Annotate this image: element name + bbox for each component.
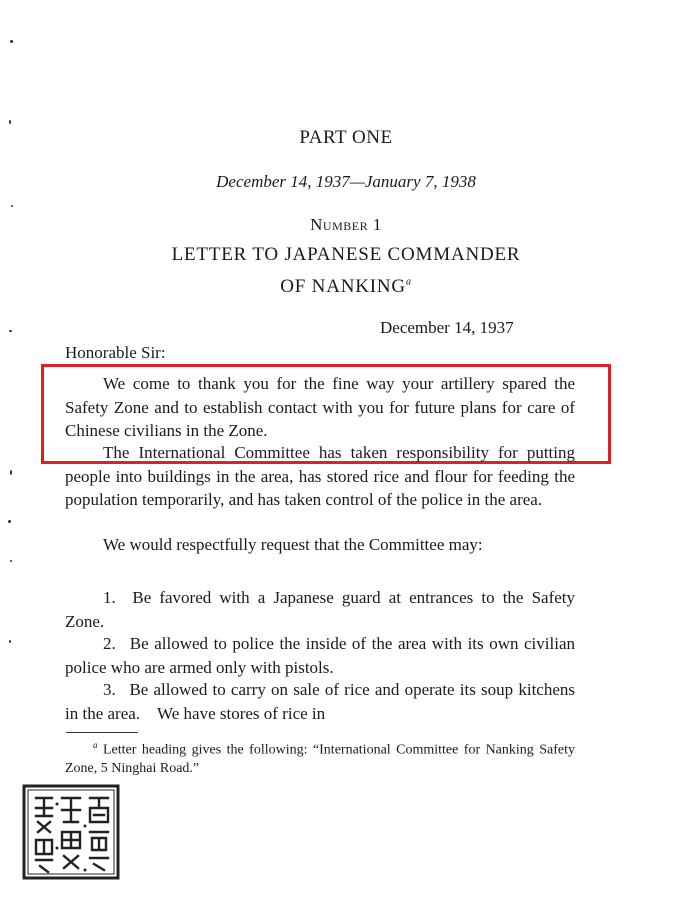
request-item-1: 1. Be favored with a Japanese guard at entrances to the Safety Zone. xyxy=(65,588,575,631)
number-heading xyxy=(0,215,692,235)
seal-stamp-icon xyxy=(22,782,122,882)
footnote xyxy=(65,736,575,778)
footnote-mark: a xyxy=(93,740,98,750)
letter-date: December 14, 1937 xyxy=(380,318,514,337)
title-footnote-mark: a xyxy=(405,276,412,288)
document-title-line2 xyxy=(0,276,692,298)
paragraph-thanks: We come to thank you for the fine way your artillery spared the Safety Zone and to establish contact with you for future plans for care of Chinese civilians in the Zone. xyxy=(65,374,575,440)
salutation: Honorable Sir: xyxy=(65,343,166,362)
paragraph-committee: The International Committee has taken responsibility for putting people into buildings in the area, has stored rice and flour for feeding the population temporarily, and has taken control of the police in the area. xyxy=(65,443,575,509)
footnote-text: Letter heading gives the following: “International Committee for Nanking Safety Zone, 5 Ninghai Road.” xyxy=(65,742,575,776)
document-title-line2-text: OF NANKING xyxy=(280,276,406,297)
date-range: December 14, 1937—January 7, 1938 xyxy=(216,172,476,191)
document-title-line1: LETTER TO JAPANESE COMMANDER xyxy=(171,244,521,265)
number-heading-text: Number 1 xyxy=(310,215,382,234)
request-item-2: 2. Be allowed to police the inside of the area with its own civilian police who are armed only with pistols. xyxy=(65,634,575,677)
paragraph-request: We would respectfully request that the Committee may: xyxy=(103,535,483,554)
footnote-rule xyxy=(66,732,138,733)
part-title: PART ONE xyxy=(299,127,393,148)
request-item-3: 3. Be allowed to carry on sale of rice and operate its soup kitchens in the area. We have stores of rice in xyxy=(65,680,575,723)
